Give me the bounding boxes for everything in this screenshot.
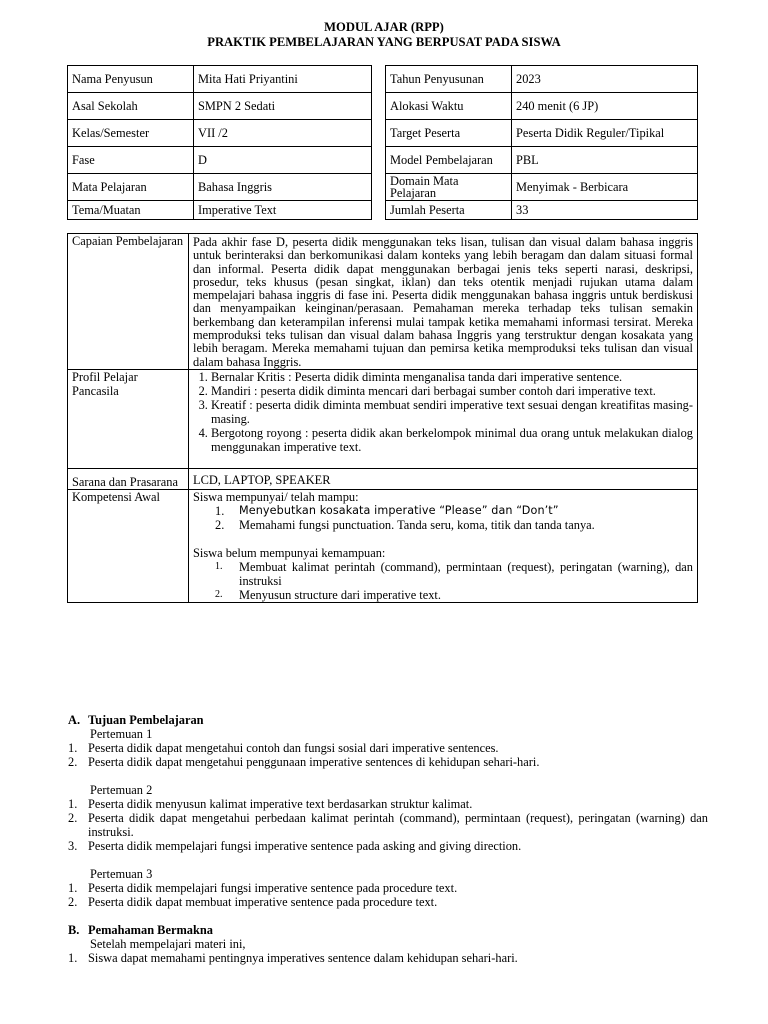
- list-item: 2. Mandiri : peserta didik diminta mencari dari berbagai sumber contoh dari imperative text.: [211, 384, 693, 398]
- identity-value: D: [194, 147, 372, 174]
- identity-label: Alokasi Waktu: [386, 93, 512, 120]
- identity-label: Nama Penyusun: [68, 66, 194, 93]
- sarana-label: Sarana dan Prasarana: [68, 468, 189, 489]
- table-row: [68, 468, 698, 489]
- identity-value: Peserta Didik Reguler/Tipikal: [512, 120, 698, 147]
- list-item: 1. Siswa dapat memahami pentingnya imperatives sentence dalam kehidupan sehari-hari.: [68, 951, 518, 965]
- table-row: [68, 489, 698, 602]
- identity-label: Target Peserta: [386, 120, 512, 147]
- section-tujuan: [68, 713, 708, 965]
- list-item: 1. Peserta didik dapat mengetahui contoh dan fungsi sosial dari imperative sentences.: [68, 741, 499, 755]
- meeting-title: Pertemuan 2: [90, 783, 153, 797]
- identity-label: Mata Pelajaran: [68, 174, 194, 201]
- identity-value: Menyimak - Berbicara: [512, 174, 698, 201]
- kompetensi-label: Kompetensi Awal: [68, 489, 189, 602]
- table-row: [386, 147, 698, 174]
- table-row: [68, 234, 698, 370]
- identity-label: Domain Mata Pelajaran: [386, 174, 512, 201]
- list-item: 1. Peserta didik menyusun kalimat imperative text berdasarkan struktur kalimat.: [68, 797, 473, 811]
- identity-value: 33: [512, 201, 698, 220]
- kompetensi-cell: [189, 489, 698, 602]
- sarana-value: LCD, LAPTOP, SPEAKER: [189, 468, 698, 489]
- table-row: [386, 174, 698, 201]
- identity-value: Mita Hati Priyantini: [194, 66, 372, 93]
- identity-label: Tema/Muatan: [68, 201, 194, 220]
- main-content-table: [67, 233, 698, 603]
- profil-list: [193, 370, 693, 454]
- list-item: 3. Peserta didik mempelajari fungsi imperative sentence pada asking and giving direction.: [68, 839, 522, 853]
- list-item: 2. Peserta didik dapat membuat imperative sentence pada procedure text.: [68, 895, 438, 909]
- list-item: 1. Peserta didik mempelajari fungsi imperative sentence pada procedure text.: [68, 881, 458, 895]
- table-row: [386, 93, 698, 120]
- identity-label: Model Pembelajaran: [386, 147, 512, 174]
- list-item: 4. Bergotong royong : peserta didik akan berkelompok minimal dua orang untuk melakukan dialog menggunakan imperative text.: [211, 426, 693, 454]
- list-item: 2. Peserta didik dapat mengetahui penggunaan imperative sentences di kehidupan sehari-hari.: [68, 755, 540, 769]
- list-item: 1. Bernalar Kritis : Peserta didik diminta menganalisa tanda dari imperative sentence.: [211, 370, 693, 384]
- kompetensi-item-text: Memahami fungsi punctuation. Tanda seru, koma, titik dan tanda tanya.: [239, 517, 595, 532]
- table-row: [68, 120, 372, 147]
- list-item: 1. Membuat kalimat perintah (command), permintaan (request), peringatan (warning), dan instruksi: [215, 559, 693, 588]
- identity-label: Jumlah Peserta: [386, 201, 512, 220]
- section-heading: B. Pemahaman Bermakna: [68, 923, 213, 937]
- identity-label: Tahun Penyusunan: [386, 66, 512, 93]
- pemahaman-list: [68, 951, 708, 965]
- identity-value: 2023: [512, 66, 698, 93]
- kompetensi-item-text: Membuat kalimat perintah (command), permintaan (request), peringatan (warning), dan instruksi: [239, 559, 693, 588]
- identity-value: Imperative Text: [194, 201, 372, 220]
- table-row: [68, 147, 372, 174]
- document-subtitle: PRAKTIK PEMBELAJARAN YANG BERPUSAT PADA SISWA: [207, 35, 561, 49]
- document-title: MODUL AJAR (RPP): [324, 20, 444, 34]
- kompetensi-item-text: Menyusun structure dari imperative text.: [239, 587, 441, 602]
- identity-value: SMPN 2 Sedati: [194, 93, 372, 120]
- meeting-list: [68, 741, 708, 769]
- section-heading: A. Tujuan Pembelajaran: [68, 713, 204, 727]
- table-row: [68, 174, 372, 201]
- table-row: [386, 201, 698, 220]
- kompetensi-intro-1: Siswa mempunyai/ telah mampu:: [193, 489, 359, 504]
- identity-left-table: [67, 65, 372, 220]
- meeting-list: [68, 881, 708, 909]
- meeting-list: [68, 797, 708, 853]
- capaian-text: Pada akhir fase D, peserta didik menggunakan teks lisan, tulisan dan visual dalam bahasa inggris untuk berinteraksi dan berkomunikasi dalam konteks yang lebih beragam dan dalam situasi formal dan informal. Peserta didik dapat menggunakan berbagai jenis teks seperti narasi, deskripsi, prosedur, teks khusus (pesan singkat, iklan) dan teks otentik menjadi rujukan utama dalam mempelajari bahasa inggris di fase ini. Peserta didik menggunakan bahasa inggris untuk berdiskusi dan menyampaikan keinginan/perasaan. Pemahaman mereka terhadap teks tulisan semakin berkembang dan keterampilan inferensi mulai tampak ketika memahami informasi tersirat. Mereka memproduksi teks tulisan dan visual dalam bahasa Inggris yang terstruktur dengan kosakata yang lebih beragam. Mereka memahami tujuan dan pemirsa ketika memproduksi teks tulisan dan visual dalam bahasa Inggris.: [189, 234, 698, 370]
- kompetensi-intro-2: Siswa belum mempunyai kemampuan:: [193, 545, 386, 560]
- list-item: 2. Memahami fungsi punctuation. Tanda seru, koma, titik dan tanda tanya.: [215, 517, 595, 532]
- kompetensi-item-text: Menyebutkan kosakata imperative “Please” dan “Don’t”: [239, 503, 559, 517]
- table-row: [68, 369, 698, 468]
- list-item: 2. Peserta didik dapat mengetahui perbedaan kalimat perintah (command), permintaan (request), peringatan (warning) dan instruksi.: [68, 811, 708, 839]
- table-row: [68, 201, 372, 220]
- section-intro: Setelah mempelajari materi ini,: [90, 937, 246, 951]
- identity-right-table: [385, 65, 698, 220]
- list-item: 1. Menyebutkan kosakata imperative “Please” dan “Don’t”: [215, 503, 559, 518]
- identity-value: 240 menit (6 JP): [512, 93, 698, 120]
- meeting-title: Pertemuan 3: [90, 867, 153, 881]
- identity-value: VII /2: [194, 120, 372, 147]
- table-row: [68, 66, 372, 93]
- table-row: [386, 120, 698, 147]
- identity-label: Fase: [68, 147, 194, 174]
- identity-label: Asal Sekolah: [68, 93, 194, 120]
- table-row: [386, 66, 698, 93]
- profil-label: Profil Pelajar Pancasila: [68, 369, 189, 468]
- meeting-title: Pertemuan 1: [90, 727, 153, 741]
- profil-cell: [189, 369, 698, 468]
- identity-value: Bahasa Inggris: [194, 174, 372, 201]
- list-item: 3. Kreatif : peserta didik diminta membuat sendiri imperative text sesuai dengan kreatifitas masing-masing.: [211, 398, 693, 426]
- list-item: 2. Menyusun structure dari imperative text.: [215, 587, 441, 602]
- table-row: [68, 93, 372, 120]
- identity-label: Kelas/Semester: [68, 120, 194, 147]
- identity-value: PBL: [512, 147, 698, 174]
- capaian-label: Capaian Pembelajaran: [68, 234, 189, 370]
